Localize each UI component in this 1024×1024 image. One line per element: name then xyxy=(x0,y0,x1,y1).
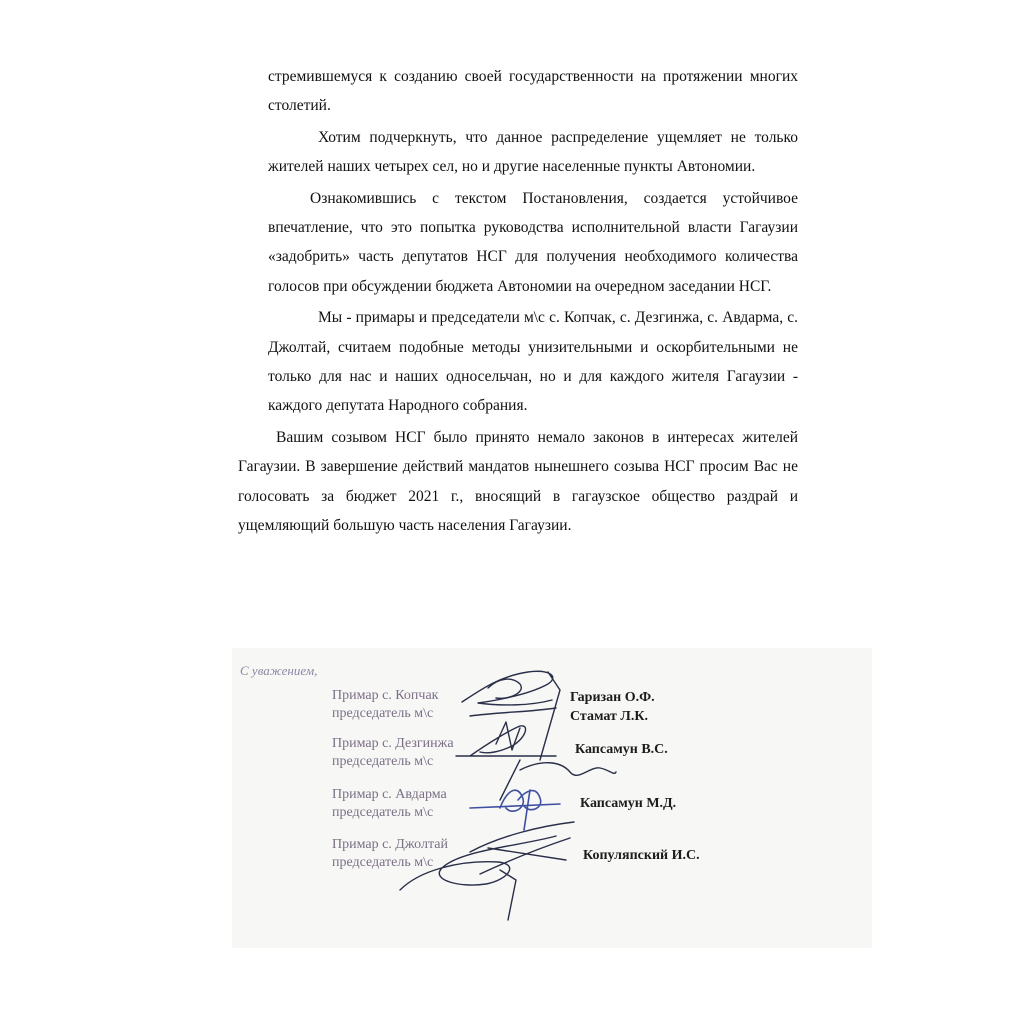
signatory-council-kopchak: председатель м\с xyxy=(332,706,434,721)
signatory-title-dzholtai: Примар с. Джолтай xyxy=(332,837,448,852)
closing-phrase: С уважением, xyxy=(240,663,318,678)
signatory-name: Капсамун В.С. xyxy=(575,742,668,757)
signatory-title-avdarma: Примар с. Авдарма xyxy=(332,787,447,802)
signatory-council-avdarma: председатель м\с xyxy=(332,805,434,820)
paragraph-request: Вашим созывом НСГ было принято немало законов в интересах жителей Гагаузии. В завершение действий мандатов нынешнего созыва НСГ просим Вас не голосовать за бюджет 2021 г., вносящий в гагаузское общество раздрай и ущемляющий большую часть населения Гагаузии. xyxy=(238,428,798,535)
signatory-name: Копуляпский И.С. xyxy=(583,848,700,863)
signatory-council-dezginzha: председатель м\с xyxy=(332,754,434,769)
signatory-title-dezginzha: Примар с. Дезгинжа xyxy=(332,736,454,751)
signatory-council-dzholtai: председатель м\с xyxy=(332,855,434,870)
paragraph-signatories: Мы - примары и председатели м\с с. Копчак, с. Дезгинжа, с. Авдарма, с. Джолтай, считаем подобные методы унизительными и оскорбительными не только для нас и наших односельчан, но и для каждого жителя Гагаузии - каждого депутата Народного собрания. xyxy=(268,309,798,415)
signature-scan xyxy=(232,648,872,948)
paragraph-continuation: стремившемуся к созданию своей государственности на протяжении многих столетий. xyxy=(268,68,798,115)
paragraph-emphasis: Хотим подчеркнуть, что данное распределение ущемляет не только жителей наших четырех сел, но и другие населенные пункты Автономии. xyxy=(268,128,798,176)
signatory-title-kopchak: Примар с. Копчак xyxy=(332,688,439,703)
signatory-name: Гаризан О.Ф. xyxy=(570,690,655,705)
letter-body xyxy=(238,62,798,541)
signatory-name: Стамат Л.К. xyxy=(570,709,649,724)
signatory-name: Капсамун М.Д. xyxy=(580,796,677,811)
paragraph-impression: Ознакомившись с текстом Постановления, создается устойчивое впечатление, что это попытка руководства исполнительной власти Гагаузии «задобрить» часть депутатов НСГ для получения необходимого количества голосов при обсуждении бюджета Автономии на очередном заседании НСГ. xyxy=(268,189,798,295)
